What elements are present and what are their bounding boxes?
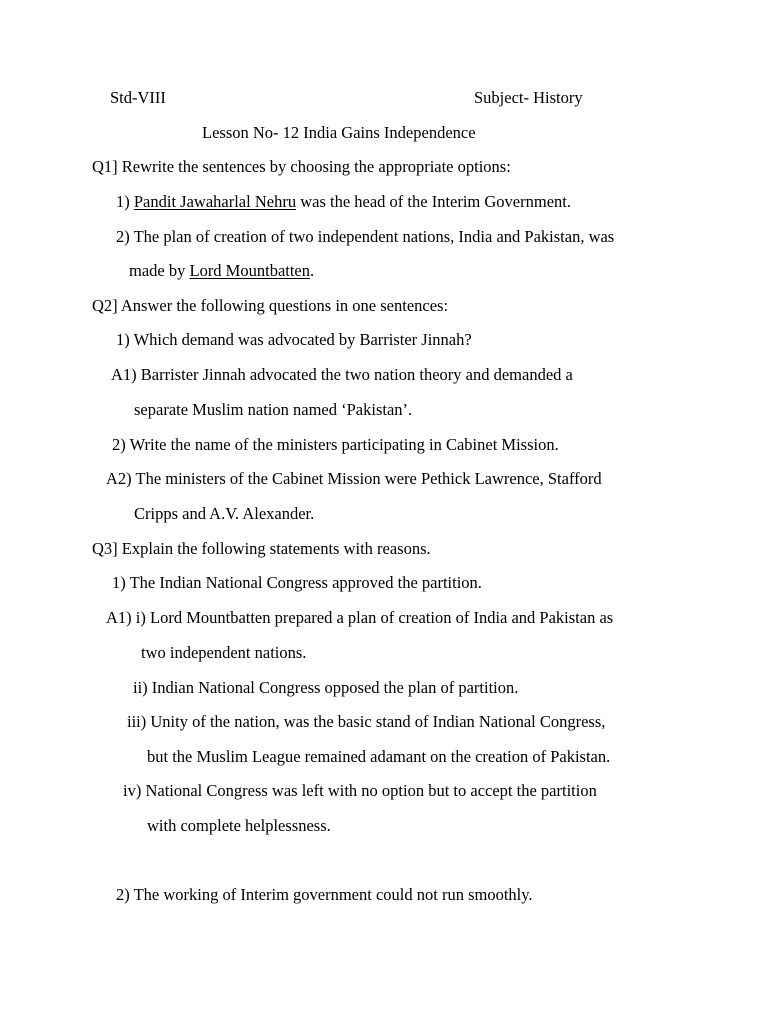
q1-item-2-prefix: made by <box>129 261 190 280</box>
q1-item-2-suffix: . <box>310 261 315 280</box>
q1-item-1-answer: Pandit Jawaharlal Nehru <box>133 192 297 211</box>
q3-answer-i-line-1: A1) i) Lord Mountbatten prepared a plan of creation of India and Pakistan as <box>106 608 614 627</box>
q2-heading: Q2] Answer the following questions in one sentences: <box>92 296 449 315</box>
q3-statement-2: 2) The working of Interim government could not run smoothly. <box>116 885 533 904</box>
q1-item-1 <box>116 194 571 211</box>
q1-item-1-rest: was the head of the Interim Government. <box>296 192 571 211</box>
q2-question-2: 2) Write the name of the ministers participating in Cabinet Mission. <box>112 435 559 454</box>
std-label: Std-VIII <box>110 88 166 107</box>
q2-question-1: 1) Which demand was advocated by Barrister Jinnah? <box>116 330 472 349</box>
q3-statement-1: 1) The Indian National Congress approved the partition. <box>112 573 482 592</box>
q2-answer-2-line-1: A2) The ministers of the Cabinet Mission were Pethick Lawrence, Stafford <box>106 469 602 488</box>
q1-item-2-continuation <box>129 263 314 280</box>
q3-answer-iii-line-2: but the Muslim League remained adamant on the creation of Pakistan. <box>147 747 611 766</box>
q1-item-2-answer: Lord Mountbatten <box>189 261 311 280</box>
q1-item-2: 2) The plan of creation of two independent nations, India and Pakistan, was <box>116 227 615 246</box>
q3-answer-iii-line-1: iii) Unity of the nation, was the basic stand of Indian National Congress, <box>127 712 606 731</box>
q3-answer-iv-line-1: iv) National Congress was left with no option but to accept the partition <box>123 781 597 800</box>
q3-answer-ii: ii) Indian National Congress opposed the plan of partition. <box>133 678 519 697</box>
q3-answer-iv-line-2: with complete helplessness. <box>147 816 331 835</box>
q3-heading: Q3] Explain the following statements with reasons. <box>92 539 431 558</box>
q2-answer-1-line-2: separate Muslim nation named ‘Pakistan’. <box>134 400 413 419</box>
q1-heading: Q1] Rewrite the sentences by choosing the appropriate options: <box>92 157 511 176</box>
q2-answer-2-line-2: Cripps and A.V. Alexander. <box>134 504 315 523</box>
q1-item-1-number: 1) <box>116 192 134 211</box>
q3-answer-i-line-2: two independent nations. <box>141 643 307 662</box>
subject-label: Subject- History <box>474 88 583 107</box>
q2-answer-1-line-1: A1) Barrister Jinnah advocated the two nation theory and demanded a <box>111 365 573 384</box>
lesson-title: Lesson No- 12 India Gains Independence <box>202 123 476 142</box>
